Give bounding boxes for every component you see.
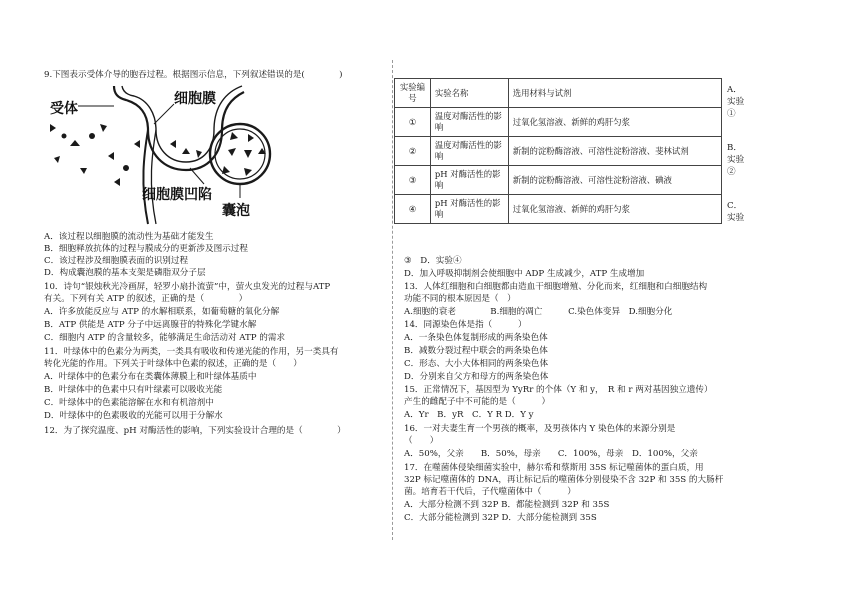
experiment-table — [394, 78, 722, 224]
label-cell-membrane: 细胞膜 — [174, 91, 216, 107]
table-cell: pH 对酶活性的影响 — [430, 195, 508, 224]
table-cell: 温度对酶活性的影响 — [430, 137, 508, 166]
table-cell: 新制的淀粉酶溶液、可溶性淀粉溶液、碘液 — [508, 166, 721, 195]
q17-options-ab: A．大部分检测不到 32P B．都能检测到 32P 和 35S — [404, 500, 610, 510]
table-row — [395, 166, 722, 195]
q17-stem-line3: 菌。培育若干代后，子代噬菌体中（ ） — [404, 487, 576, 497]
table-cell: 温度对酶活性的影响 — [430, 108, 508, 137]
q9-option-c: C．该过程涉及细胞膜表面的识别过程 — [44, 256, 189, 266]
table-cell: ① — [395, 108, 431, 137]
endocytosis-diagram — [44, 84, 294, 232]
q13-stem-line1: 13．人体红细胞和白细胞都由造血干细胞增殖、分化而来，红细胞和白细胞结构 — [404, 282, 708, 292]
q11-stem-line1: 11．叶绿体中的色素分为两类，一类具有吸收和传递光能的作用，另一类具有 — [44, 347, 339, 357]
table-cell: 过氧化氢溶液、新鲜的鸡肝匀浆 — [508, 108, 721, 137]
table-cell: ③ — [395, 166, 431, 195]
q16-options: A．50%，父亲 B．50%，母亲 C．100%，母亲 D．100%，父亲 — [404, 449, 698, 459]
table-header-row — [395, 79, 722, 108]
q12-option-c: C．实验 — [727, 201, 745, 223]
q13-stem-line2: 功能不同的根本原因是（ ） — [404, 294, 516, 304]
q9-option-a: A．该过程以细胞膜的流动性为基础才能发生 — [44, 232, 214, 242]
q11-option-c: C．叶绿体中的色素能溶解在水和有机溶剂中 — [44, 398, 214, 408]
label-vesicle: 囊泡 — [222, 203, 250, 219]
q14-stem: 14．同源染色体是指（ ） — [404, 320, 527, 330]
header-cell: 实验名称 — [430, 79, 508, 108]
q17-stem-line1: 17．在噬菌体侵染细菌实验中，赫尔希和蔡斯用 35S 标记噬菌体的蛋白质，用 — [404, 463, 704, 473]
q10-stem-line1: 10．诗句“银烛秋光冷画屏，轻罗小扇扑流萤”中，萤火虫发光的过程与ATP — [44, 282, 331, 292]
q10-option-d: D．加入呼吸抑制剂会使细胞中 ADP 生成减少，ATP 生成增加 — [404, 269, 645, 279]
q11-option-a: A．叶绿体中的色素分布在类囊体薄膜上和叶绿体基质中 — [44, 372, 257, 382]
q9-option-b: B．细胞释放抗体的过程与膜成分的更新涉及图示过程 — [44, 244, 248, 254]
table-cell: 新制的淀粉酶溶液、可溶性淀粉溶液、斐林试剂 — [508, 137, 721, 166]
q16-stem-line2: （ ） — [404, 436, 439, 446]
table-cell: ④ — [395, 195, 431, 224]
table-cell: ② — [395, 137, 431, 166]
q12-option-a: A．实验① — [727, 85, 745, 119]
q11-option-d: D．叶绿体中的色素吸收的光能可以用于分解水 — [44, 411, 223, 421]
q10-option-a: A．许多放能反应与 ATP 的水解相联系，如葡萄糖的氧化分解 — [44, 307, 280, 317]
q10-option-b: B．ATP 供能是 ATP 分子中远离腺苷的特殊化学键水解 — [44, 320, 257, 330]
table-cell: pH 对酶活性的影响 — [430, 166, 508, 195]
q12-side-options — [727, 84, 745, 224]
q9-stem: 9.下图表示受体介导的胞吞过程。根据图示信息，下列叙述错误的是( ) — [44, 70, 343, 80]
header-cell: 实验编号 — [395, 79, 431, 108]
table-cell: 过氧化氢溶液、新鲜的鸡肝匀浆 — [508, 195, 721, 224]
q11-stem-line2: 转化光能的作用。下列关于叶绿体中色素的叙述，正确的是（ ） — [44, 359, 302, 369]
table-row — [395, 195, 722, 224]
q10-stem-line2: 有关。下列有关 ATP 的叙述，正确的是（ ） — [44, 294, 248, 304]
q14-option-d: D．分别来自父方和母方的两条染色体 — [404, 372, 549, 382]
q16-stem-line1: 16．一对夫妻生育一个男孩的概率，及男孩体内 Y 染色体的来源分别是 — [404, 424, 676, 434]
q13-options: A.细胞的衰老 B.细胞的凋亡 C.染色体变异 D.细胞分化 — [404, 307, 673, 317]
table-row — [395, 108, 722, 137]
q14-option-a: A．一条染色体复制形成的两条染色体 — [404, 333, 548, 343]
q17-options-cd: C．大部分能检测到 32P D．大部分能检测到 35S — [404, 513, 597, 523]
q15-stem-line2: 产生的雌配子中不可能的是（ ） — [404, 397, 551, 407]
q15-stem-line1: 15．正常情况下，基因型为 YyRr 的个体（Y 和 y， R 和 r 两对基因独立遗传） — [404, 385, 713, 395]
q9-option-d: D．构成囊泡膜的基本支架是磷脂双分子层 — [44, 268, 206, 278]
endocytosis-figure — [44, 84, 294, 232]
q14-option-b: B．减数分裂过程中联会的两条染色体 — [404, 346, 548, 356]
table-row — [395, 137, 722, 166]
q10-option-c: C．细胞内 ATP 的含量较多，能够满足生命活动对 ATP 的需求 — [44, 333, 286, 343]
q15-options: A．Yr B．yR C．Y R D．Y y — [404, 410, 534, 420]
q17-stem-line2: 32P 标记噬菌体的 DNA，再让标记后的噬菌体分别侵染不含 32P 和 35S 的大肠杆 — [404, 475, 724, 485]
q12-option-b: B．实验② — [727, 143, 745, 177]
label-receptor: 受体 — [50, 101, 78, 117]
label-membrane-pit: 细胞膜凹陷 — [142, 187, 212, 203]
q14-option-c: C．形态、大小大体相同的两条染色体 — [404, 359, 549, 369]
q12-options-tail: ③ D．实验④ — [404, 256, 462, 266]
q11-option-b: B．叶绿体中的色素中只有叶绿素可以吸收光能 — [44, 385, 223, 395]
q12-stem: 12．为了探究温度、pH 对酶活性的影响，下列实验设计合理的是（ ） — [44, 426, 346, 436]
column-divider — [392, 60, 393, 540]
header-cell: 选用材料与试剂 — [508, 79, 721, 108]
